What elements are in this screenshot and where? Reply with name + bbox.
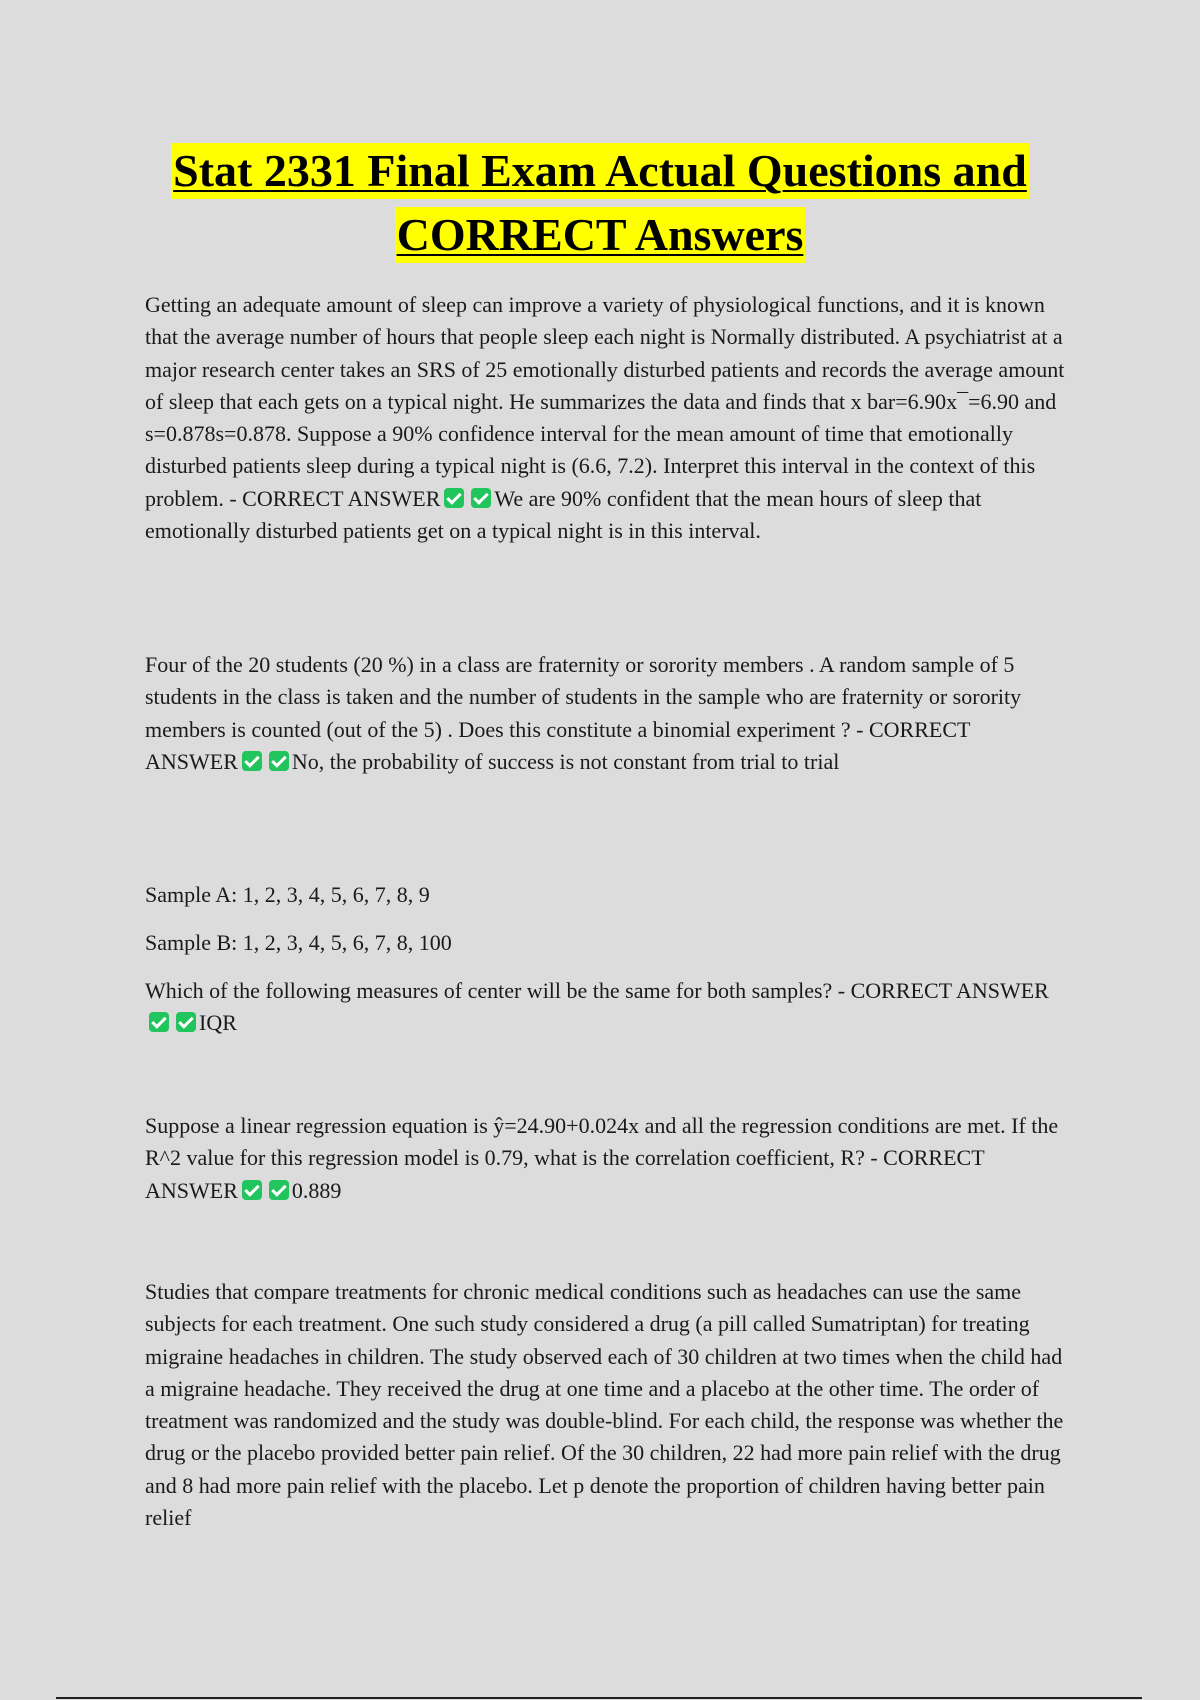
green-check-icon xyxy=(444,488,464,508)
question-3-answer: IQR xyxy=(199,1010,237,1036)
question-2-answer: No, the probability of success is not constant from trial to trial xyxy=(291,748,840,774)
question-2 xyxy=(145,649,1065,778)
question-5 xyxy=(145,1276,1065,1534)
question-3 xyxy=(145,975,1065,1040)
question-3-text: Which of the following measures of center will be the same for both samples? - CORRECT ANSWER xyxy=(145,978,1049,1003)
green-check-icon xyxy=(471,488,491,508)
green-check-icon xyxy=(269,1180,289,1200)
question-4-answer: 0.889 xyxy=(291,1177,342,1203)
title-line-2: CORRECT Answers xyxy=(395,207,806,263)
green-check-icon xyxy=(176,1012,196,1032)
document-title xyxy=(130,143,1070,271)
question-4 xyxy=(145,1110,1065,1207)
green-check-icon xyxy=(269,751,289,771)
green-check-icon xyxy=(149,1012,169,1032)
question-1-text: Getting an adequate amount of sleep can improve a variety of physiological functions, and it is known that the average number of hours that people sleep each night is Normally distributed. A psychiatrist at a major research center takes an SRS of 25 emotionally disturbed patients and records the average amount of sleep that each gets on a typical night. He summarizes the data and finds that x bar=6.90x¯=6.90 and s=0.878s=0.878. Suppose a 90% confidence interval for the mean amount of time that emotionally disturbed patients sleep during a typical night is (6.6, 7.2). Interpret this interval in the context of this problem. - CORRECT ANSWER xyxy=(145,292,1065,511)
sample-b-line: Sample B: 1, 2, 3, 4, 5, 6, 7, 8, 100 xyxy=(145,930,452,955)
question-4-text: Suppose a linear regression equation is ŷ=24.90+0.024x and all the regression conditions are met. If the R^2 value for this regression model is 0.79, what is the correlation coefficient, R? - CORRECT ANSWER xyxy=(145,1113,1059,1203)
title-line-1: Stat 2331 Final Exam Actual Questions and xyxy=(171,143,1029,199)
sample-a-line: Sample A: 1, 2, 3, 4, 5, 6, 7, 8, 9 xyxy=(145,882,430,907)
question-1-answer: We are 90% confident that the mean hours of sleep that emotionally disturbed patients get on a typical night is in this interval. xyxy=(145,485,982,544)
green-check-icon xyxy=(242,1180,262,1200)
green-check-icon xyxy=(242,751,262,771)
page-bottom-rule xyxy=(56,1697,1142,1699)
question-1 xyxy=(145,289,1065,547)
question-5-text: Studies that compare treatments for chronic medical conditions such as headaches can use the same subjects for each treatment. One such study considered a drug (a pill called Sumatriptan) for treating migraine headaches in children. The study observed each of 30 children at two times when the child had a migraine headache. They received the drug at one time and a placebo at the other time. The order of treatment was randomized and the study was double-blind. For each child, the response was whether the drug or the placebo provided better pain relief. Of the 30 children, 22 had more pain relief with the drug and 8 had more pain relief with the placebo. Let p denote the proportion of children having better pain relief xyxy=(145,1279,1064,1531)
question-2-text: Four of the 20 students (20 %) in a class are fraternity or sorority members . A random sample of 5 students in the class is taken and the number of students in the sample who are fraternity or sorority members is counted (out of the 5) . Does this constitute a binomial experiment ? - CORRECT ANSWER xyxy=(145,652,1022,774)
